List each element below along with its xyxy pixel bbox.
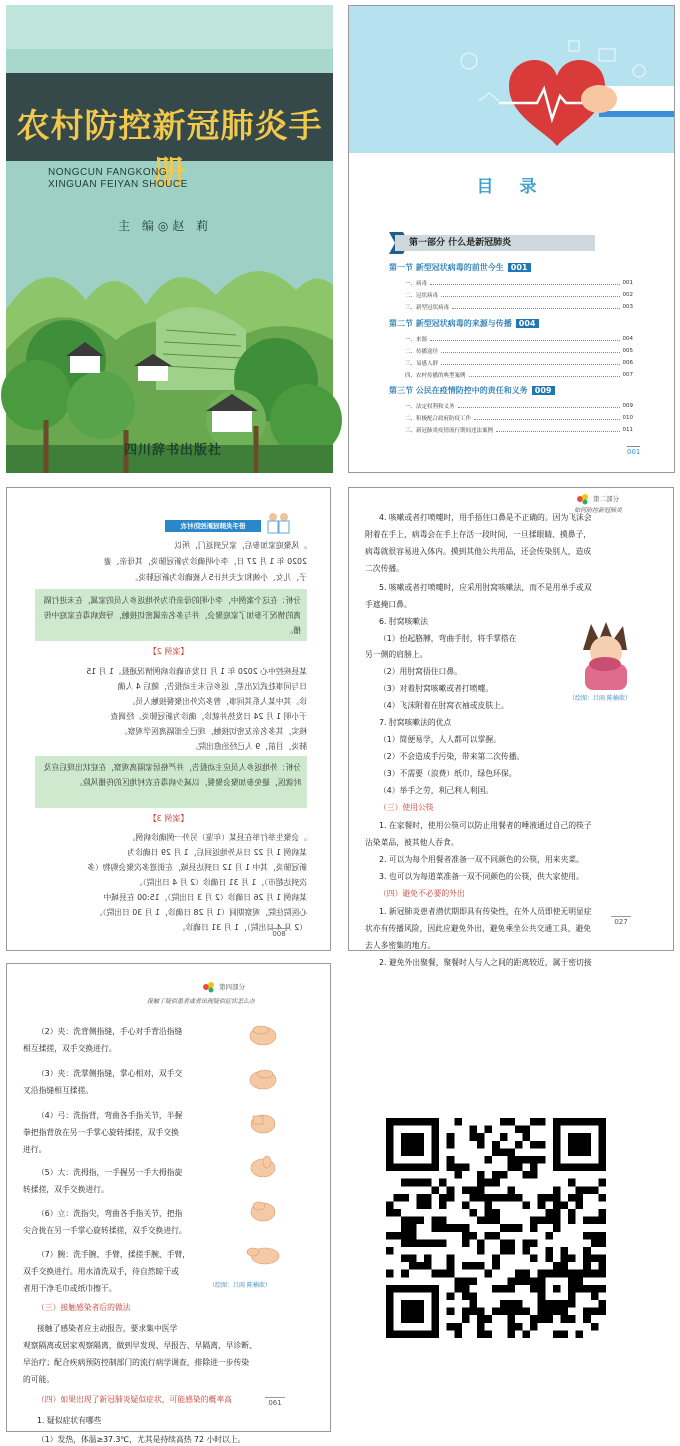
part-subtitle: 接触了疑似患者或者出现疑似症状怎么办 xyxy=(147,998,256,1005)
text-line: 某病例 1 月 26 日确诊（2 月 3 日出院），15:00 在县城中 xyxy=(103,893,307,902)
text-line: （3）对着肘窝咳嗽或者打喷嚏。 xyxy=(379,684,494,693)
text-line: （2）夹：洗背侧指缝，手心对手背沿指缝 xyxy=(37,1027,183,1036)
text-line: 观察隔离或居家观察隔离，做到早发现、早报告、早隔离、早诊断、 xyxy=(23,1341,257,1350)
text-line: 1. 在家餐时，使用公筷可以防止用餐者的唾液通过自己的筷子 xyxy=(379,821,592,830)
text-line: 病毒就很容易进入体内。摸到其他公共用品，还会传染别人，造成 xyxy=(365,547,592,556)
text-line: 沾染菜品，被其他人吞食。 xyxy=(365,838,459,847)
text-line: 7. 肘窝咳嗽法的优点 xyxy=(379,718,452,727)
text-line: 叉沿指缝相互揉搓。 xyxy=(23,1086,94,1095)
text-line: 转揉搓，双手交换进行。 xyxy=(23,1185,109,1194)
text-line: 5. 咳嗽或者打喷嚏时，应采用肘窝咳嗽法，而不是用单手或双 xyxy=(379,583,592,592)
text-line: 1. 新冠肺炎患者潜伏期即具有传染性，在外人员即使无明显症 xyxy=(379,907,592,916)
page-number: 061 xyxy=(265,1397,285,1407)
handwashing-steps-illustration xyxy=(243,1016,283,1276)
toc-item[interactable]: 二、冠状病毒 002 xyxy=(405,292,633,299)
village-landscape-illustration xyxy=(6,230,333,473)
text-line: （5）大：洗拇指，一手握另一手大拇指旋 xyxy=(37,1168,183,1177)
toc-heading: 目 录 xyxy=(476,177,547,197)
text-line: （三）接触感染者后的做法 xyxy=(37,1303,131,1312)
text-line: （2 月 4 日出院），1 月 31 日确诊。 xyxy=(177,923,307,932)
text-line: 早治疗；配合疾病预防控制部门的流行病学调查，排除进一步传染 xyxy=(23,1358,250,1367)
text-line: （7）腕：洗手腕、手臂，揉搓手腕、手臂， xyxy=(37,1250,191,1259)
page-number: 001 xyxy=(627,448,641,456)
text-line: 2. 避免外出聚餐，聚餐时人与人之间的距离较近，属于密切接 xyxy=(379,958,592,967)
analysis-box: 分析：在这个案例中，李小明的母亲作为外地返乡人员的家属，在未进行隔离的情况下参加了家庭聚会，并与多名亲属密切接触，导致病毒在家庭中传播。 xyxy=(35,589,307,641)
text-line: （2）不会造成手污染，带来第二次传播。 xyxy=(379,752,525,761)
toc-section-3[interactable]: 第三节 公民在疫情防控中的责任和义务 009 xyxy=(389,385,555,396)
text-line: 核实，其多名亲友密切接触，现已全部隔离医学观察。 xyxy=(119,727,307,736)
text-line: 的可能。 xyxy=(23,1375,55,1384)
text-line: 某病例 1 月 22 日从外地返回后，1 月 29 日确诊为 xyxy=(127,848,307,857)
text-line: 1. 疑似症状有哪些 xyxy=(37,1416,102,1425)
cover-top-band xyxy=(6,5,333,49)
section-logo-icon xyxy=(203,982,215,992)
text-line: 某县疾控中心 2020 年 1 月 日发布确诊病例情况通报。1 月 15 xyxy=(86,667,307,676)
text-line: 另一侧的肩膀上。 xyxy=(365,650,428,659)
qr-code[interactable] xyxy=(386,1118,606,1338)
toc-item[interactable]: 四、农村传播的典型案例 007 xyxy=(405,372,633,379)
image-caption: （绘图：吕雨 陈楠欲） xyxy=(569,695,631,702)
text-line: （四）避免不必要的外出 xyxy=(379,889,465,898)
part-subtitle: 如何防控新冠肺炎 xyxy=(574,507,623,514)
text-line: （3）夹：洗掌侧指缝，掌心相对，双手交 xyxy=(37,1069,183,1078)
toc-item[interactable]: 一、来源 004 xyxy=(405,336,633,343)
text-line: （四）如果出现了新冠肺炎疑似症状，可能感染的概率高 xyxy=(37,1395,232,1404)
text-line: （4）举手之劳，利己利人利国。 xyxy=(379,786,494,795)
toc-item[interactable]: 一、法定权利和义务 009 xyxy=(405,403,633,410)
text-line: 2020 年 1 月 27 日，李小明确诊为新冠肺炎，其母亲、妻 xyxy=(103,557,307,566)
heart-pulse-illustration xyxy=(449,41,674,153)
text-line: （3）不需要（浪费）纸巾，绿色环保。 xyxy=(379,769,517,778)
text-line: （1）发热，体温≥37.3℃，尤其是持续高热 72 小时以上。 xyxy=(37,1435,246,1444)
text-line: （4）飞沫附着在肘窝衣袖或皮肤上。 xyxy=(379,701,509,710)
text-line: （2）用肘窝捂住口鼻。 xyxy=(379,667,462,676)
case-title: 【案例 2】 xyxy=(148,647,189,656)
cover-band xyxy=(6,49,333,73)
text-line: 2. 可以为每个用餐者准备一双不同颜色的公筷，用来夹菜。 xyxy=(379,855,584,864)
text-line: （6）立：洗指尖，弯曲各手指关节，把指 xyxy=(37,1209,183,1218)
text-line: 双手交换进行。用水清洗双手，待自然晾干或 xyxy=(23,1267,179,1276)
toc-item[interactable]: 三、新型冠状病毒 003 xyxy=(405,304,633,311)
part-tag: 第四部分 xyxy=(219,983,245,991)
text-line: 手遮掩口鼻。 xyxy=(365,600,412,609)
text-line: 。会聚生举行举在县某（年鉴）另外一例确诊病例。 xyxy=(127,833,307,842)
text-line: 于小明 1 月 24 日发热并就诊，确诊为新冠肺炎。经调查 xyxy=(110,712,307,721)
text-line: 新冠肺炎，其中 1 月 12 日到达县城，在街道多次聚会购物（多 xyxy=(87,863,307,872)
page-027 xyxy=(348,487,674,967)
text-line: （1）简便易学，人人都可以掌握。 xyxy=(379,735,501,744)
text-line: 6. 肘窝咳嗽法 xyxy=(379,617,428,626)
text-line: 者用干净毛巾或纸巾擦干。 xyxy=(23,1284,117,1293)
text-line: 诊。其中某人系其同事，曾多次外出聚餐接触人员。 xyxy=(127,697,307,706)
toc-section-1[interactable]: 第一节 新型冠状病毒的前世今生 001 xyxy=(389,262,531,273)
toc-part-title: 第一部分 什么是新冠肺炎 xyxy=(395,235,595,251)
cover-title: 农村防控新冠肺炎手册 xyxy=(16,106,323,192)
image-caption: （绘图：吕雨 陈楠欲） xyxy=(209,1282,271,1289)
text-line: 4. 咳嗽或者打喷嚏时，用手捂住口鼻是不正确的。因为飞沫会 xyxy=(379,513,592,522)
toc-item[interactable]: 三、新冠肺炎疫情流行期间违法案例 011 xyxy=(405,427,633,434)
text-line: 相互揉搓，双手交换进行。 xyxy=(23,1044,117,1053)
text-line: 心医院住院，观察期间（1 月 28 日确诊，1 月 30 日出院）。 xyxy=(94,908,307,917)
text-line: 3. 也可以为每道菜准备一双不同颜色的公筷，供大家使用。 xyxy=(379,872,584,881)
text-line: 二次传播。 xyxy=(365,564,404,573)
text-line: 状亦有传播风险，因此应避免外出，避免乘坐公共交通工具，避免 xyxy=(365,924,592,933)
text-line: 拳把指背放在另一手掌心旋转揉搓，双手交换 xyxy=(23,1128,179,1137)
toc-item[interactable]: 一、病毒 001 xyxy=(405,280,633,287)
text-line: 尖合拢在另一手掌心旋转揉搓，双手交换进行。 xyxy=(23,1226,187,1235)
section-logo-icon xyxy=(577,494,589,504)
page-061 xyxy=(6,963,331,1444)
text-line: 。风聚庭家加参后，家兄到返门，所以 xyxy=(174,541,307,550)
page-008-mirrored xyxy=(6,487,331,951)
text-line: 子、儿女、小姨和丈夫共计5人被确诊为新冠肺炎。 xyxy=(130,573,307,582)
text-line: 次到达超市），1 月 31 日确诊（2 月 4 日出院）。 xyxy=(134,878,307,887)
part-tag: 第二部分 xyxy=(593,495,619,503)
case-title: 【案例 3】 xyxy=(148,814,189,823)
toc-item[interactable]: 三、易感人群 006 xyxy=(405,360,633,367)
elbow-cough-illustration xyxy=(571,620,641,690)
book-cover xyxy=(6,5,333,473)
doctors-icon xyxy=(265,510,291,536)
cover-publisher: 四川辞书出版社 xyxy=(124,443,223,458)
text-line: 接触了感染者应主动报告，要求集中医学 xyxy=(37,1324,178,1333)
text-line: （1）抬起胳膊，弯曲手肘，将手掌搭在 xyxy=(379,634,517,643)
analysis-box: 分析：外地返乡人员应主动报告，并严格居家隔离观察，在症状出现后应及时就医，避免参加聚会聚餐，以减少病毒在农村地区的传播风险。 xyxy=(35,756,307,808)
text-line: （4）弓：洗指背，弯曲各手指关节，半握 xyxy=(37,1111,183,1120)
toc-item[interactable]: 二、积极配合政府防疫工作 010 xyxy=(405,415,633,422)
text-line: 附着在手上，病毒会在手上存活一段时间，一旦揉眼睛、摸鼻子， xyxy=(365,530,592,539)
page-number: 008 xyxy=(269,928,289,938)
text-line: （三）使用公筷 xyxy=(379,803,434,812)
toc-section-2[interactable]: 第二节 新型冠状病毒的来源与传播 004 xyxy=(389,318,539,329)
cover-pinyin-2: XINGUAN FEIYAN SHOUCE xyxy=(48,179,188,190)
cover-pinyin-1: NONGCUN FANGKONG xyxy=(48,167,168,178)
toc-item[interactable]: 二、传播途径 005 xyxy=(405,348,633,355)
text-line: 日与同事赴武汉出差，返乡后未主动报告，随后 4 人确 xyxy=(117,682,307,691)
text-line: 进行。 xyxy=(23,1145,47,1154)
page-number: 027 xyxy=(611,916,631,926)
toc-page xyxy=(348,5,675,473)
text-line: 肺炎，目前，9 人已经治愈出院。 xyxy=(190,742,307,751)
cover-author: 主 编◎赵 莉 xyxy=(118,219,213,233)
text-line: 去人多密集的地方。 xyxy=(365,941,436,950)
page-header-banner: 册手炎肺冠新控防村农 xyxy=(165,520,261,532)
